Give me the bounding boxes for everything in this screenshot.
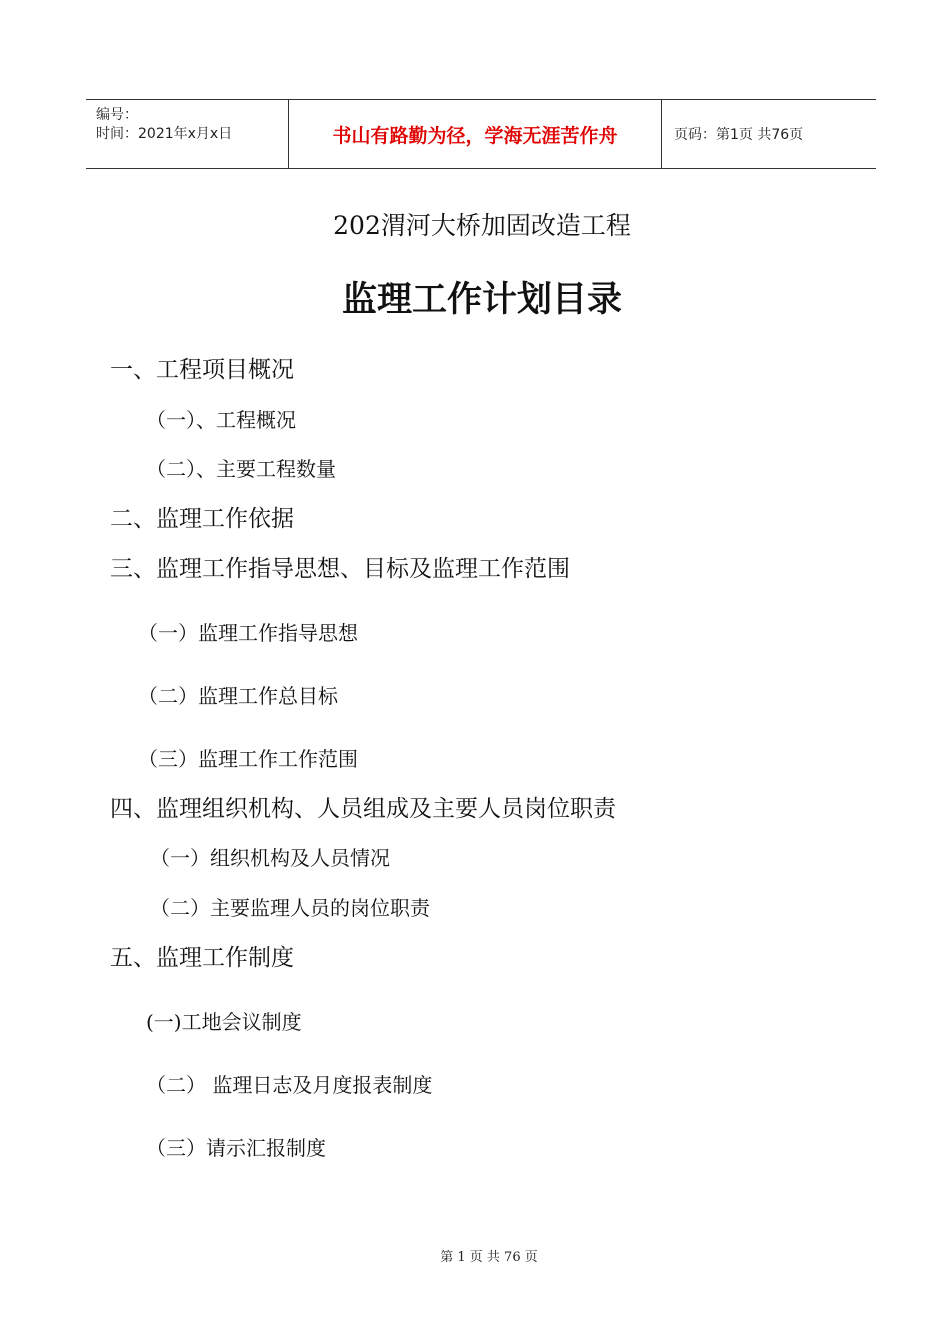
header-slogan: 书山有路勤为径，学海无涯苦作舟 <box>288 100 662 168</box>
page-footer: 第 1 页 共 76 页 <box>440 1250 538 1265</box>
toc-item: （二） 监理日志及月度报表制度 <box>146 1073 433 1097</box>
document-title: 202渭河大桥加固改造工程 <box>333 211 631 240</box>
toc-item: 五、监理工作制度 <box>110 945 294 971</box>
header-page-info: 页码：第1页 共76页 <box>674 127 804 143</box>
toc-item: （一）组织机构及人员情况 <box>150 846 390 870</box>
toc-item: （一）监理工作指导思想 <box>138 621 358 645</box>
toc-item: （二）监理工作总目标 <box>138 684 338 708</box>
document-subtitle: 监理工作计划目录 <box>341 279 622 320</box>
toc-item: 二、监理工作依据 <box>110 506 294 532</box>
time-label: 时间：2021年x月x日 <box>96 126 233 142</box>
header-meta <box>86 100 288 168</box>
toc-item: 四、监理组织机构、人员组成及主要人员岗位职责 <box>110 796 616 822</box>
page-header <box>86 99 876 169</box>
toc-item: （二）主要监理人员的岗位职责 <box>150 896 430 920</box>
toc-item: (一)工地会议制度 <box>146 1010 302 1034</box>
toc-item: 一、工程项目概况 <box>110 357 294 383</box>
toc-item: （一）、工程概况 <box>146 408 296 432</box>
toc-item: （三）请示汇报制度 <box>146 1136 326 1160</box>
number-label: 编号： <box>96 107 138 123</box>
toc-item: （三）监理工作工作范围 <box>138 747 358 771</box>
toc-item: （二）、主要工程数量 <box>146 457 336 481</box>
toc-item: 三、监理工作指导思想、目标及监理工作范围 <box>110 556 570 582</box>
